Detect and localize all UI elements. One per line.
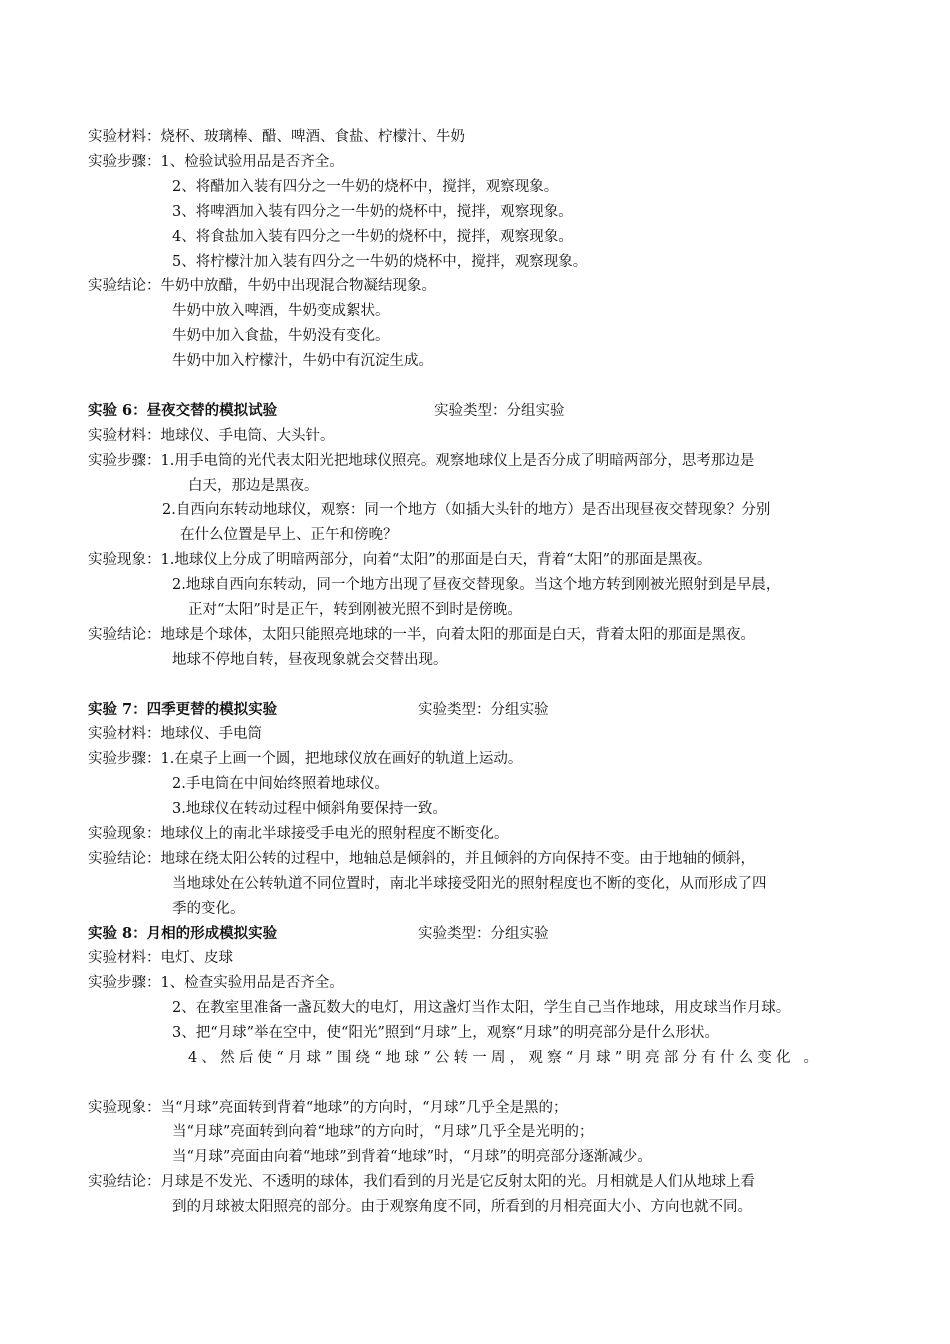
steps-line: 白天，那边是黑夜。 xyxy=(188,478,319,494)
steps-line: 实验步骤：1.用手电筒的光代表太阳光把地球仪照亮。观察地球仪上是否分成了明暗两部分，思考那边是 xyxy=(88,453,755,469)
conclusion-line: 当地球处在公转轨道不同位置时，南北半球接受阳光的照射程度也不断的变化，从而形成了四 xyxy=(172,876,767,892)
steps-line: 2.自西向东转动地球仪，观察：同一个地方（如插大头针的地方）是否出现昼夜交替现象？分别 xyxy=(162,502,771,518)
conclusion-line: 牛奶中放入啤酒，牛奶变成絮状。 xyxy=(172,303,390,319)
phenomena-line: 当“月球”亮面由向着“地球”到背着“地球”时，“月球”的明亮部分逐渐减少。 xyxy=(172,1149,652,1165)
phenomena-line: 2.地球自西向东转动，同一个地方出现了昼夜交替现象。当这个地方转到刚被光照射到是早晨， xyxy=(172,577,781,593)
experiment-type: 实验类型：分组实验 xyxy=(434,403,565,419)
materials-line: 实验材料：地球仪、手电筒 xyxy=(88,726,262,742)
conclusion-line: 到的月球被太阳照亮的部分。由于观察角度不同，所看到的月相亮面大小、方向也就不同。 xyxy=(172,1199,752,1215)
conclusion-line: 牛奶中加入食盐，牛奶没有变化。 xyxy=(172,328,390,344)
materials-line: 实验材料：电灯、皮球 xyxy=(88,950,233,966)
materials-line: 实验材料：烧杯、玻璃棒、醋、啤酒、食盐、柠檬汁、牛奶 xyxy=(88,129,465,145)
experiment-type: 实验类型：分组实验 xyxy=(418,926,549,942)
phenomena-line: 实验现象：1.地球仪上分成了明暗两部分，向着“太阳”的那面是白天，背着“太阳”的那面是黑夜。 xyxy=(88,552,712,568)
phenomena-line: 实验现象：地球仪上的南北半球接受手电光的照射程度不断变化。 xyxy=(88,826,509,842)
experiment-title: 实验 7：四季更替的模拟实验 xyxy=(88,701,278,718)
steps-line: 2、将醋加入装有四分之一牛奶的烧杯中，搅拌，观察现象。 xyxy=(172,179,559,195)
steps-line: 2、在教室里准备一盏瓦数大的电灯，用这盏灯当作太阳，学生自己当作地球，用皮球当作月球。 xyxy=(172,1000,791,1016)
steps-line: 4、然后使“月球”围绕“地球”公转一周，观察“月球”明亮部分有什么变化 。 xyxy=(188,1050,823,1066)
steps-line: 实验步骤：1.在桌子上画一个圆，把地球仪放在画好的轨道上运动。 xyxy=(88,751,523,767)
steps-line: 3、把“月球”举在空中，使“阳光”照到“月球”上，观察“月球”的明亮部分是什么形状。 xyxy=(172,1025,720,1041)
experiment-title: 实验 6：昼夜交替的模拟试验 xyxy=(88,402,278,419)
experiment-type: 实验类型：分组实验 xyxy=(418,702,549,718)
conclusion-line: 牛奶中加入柠檬汁，牛奶中有沉淀生成。 xyxy=(172,353,433,369)
steps-line: 4、将食盐加入装有四分之一牛奶的烧杯中，搅拌，观察现象。 xyxy=(172,229,573,245)
steps-line: 2.手电筒在中间始终照着地球仪。 xyxy=(172,776,389,792)
experiment-title: 实验 8：月相的形成模拟实验 xyxy=(88,925,278,942)
steps-line: 3、将啤酒加入装有四分之一牛奶的烧杯中，搅拌，观察现象。 xyxy=(172,204,573,220)
steps-line: 5、将柠檬汁加入装有四分之一牛奶的烧杯中，搅拌，观察现象。 xyxy=(172,254,588,270)
phenomena-line: 实验现象：当“月球”亮面转到背着“地球”的方向时，“月球”几乎全是黑的； xyxy=(88,1100,568,1116)
steps-line: 3.地球仪在转动过程中倾斜角要保持一致。 xyxy=(172,801,447,817)
steps-line: 实验步骤：1、检查实验用品是否齐全。 xyxy=(88,975,344,991)
materials-line: 实验材料：地球仪、手电筒、大头针。 xyxy=(88,428,335,444)
phenomena-line: 当“月球”亮面转到向着“地球”的方向时，“月球”几乎全是光明的； xyxy=(172,1124,594,1140)
steps-line: 在什么位置是早上、正午和傍晚？ xyxy=(180,527,398,543)
steps-line: 实验步骤：1、检验试验用品是否齐全。 xyxy=(88,154,344,170)
conclusion-line: 实验结论：牛奶中放醋，牛奶中出现混合物凝结现象。 xyxy=(88,278,436,294)
conclusion-line: 地球不停地自转，昼夜现象就会交替出现。 xyxy=(172,652,448,668)
conclusion-line: 季的变化。 xyxy=(172,901,245,917)
conclusion-line: 实验结论：地球是个球体，太阳只能照亮地球的一半，向着太阳的那面是白天，背着太阳的那面是黑夜。 xyxy=(88,627,755,643)
conclusion-line: 实验结论：地球在绕太阳公转的过程中，地轴总是倾斜的，并且倾斜的方向保持不变。由于地轴的倾斜， xyxy=(88,851,755,867)
conclusion-line: 实验结论：月球是不发光、不透明的球体，我们看到的月光是它反射太阳的光。月相就是人们从地球上看 xyxy=(88,1174,755,1190)
phenomena-line: 正对“太阳”时是正午，转到刚被光照不到时是傍晚。 xyxy=(188,602,522,618)
